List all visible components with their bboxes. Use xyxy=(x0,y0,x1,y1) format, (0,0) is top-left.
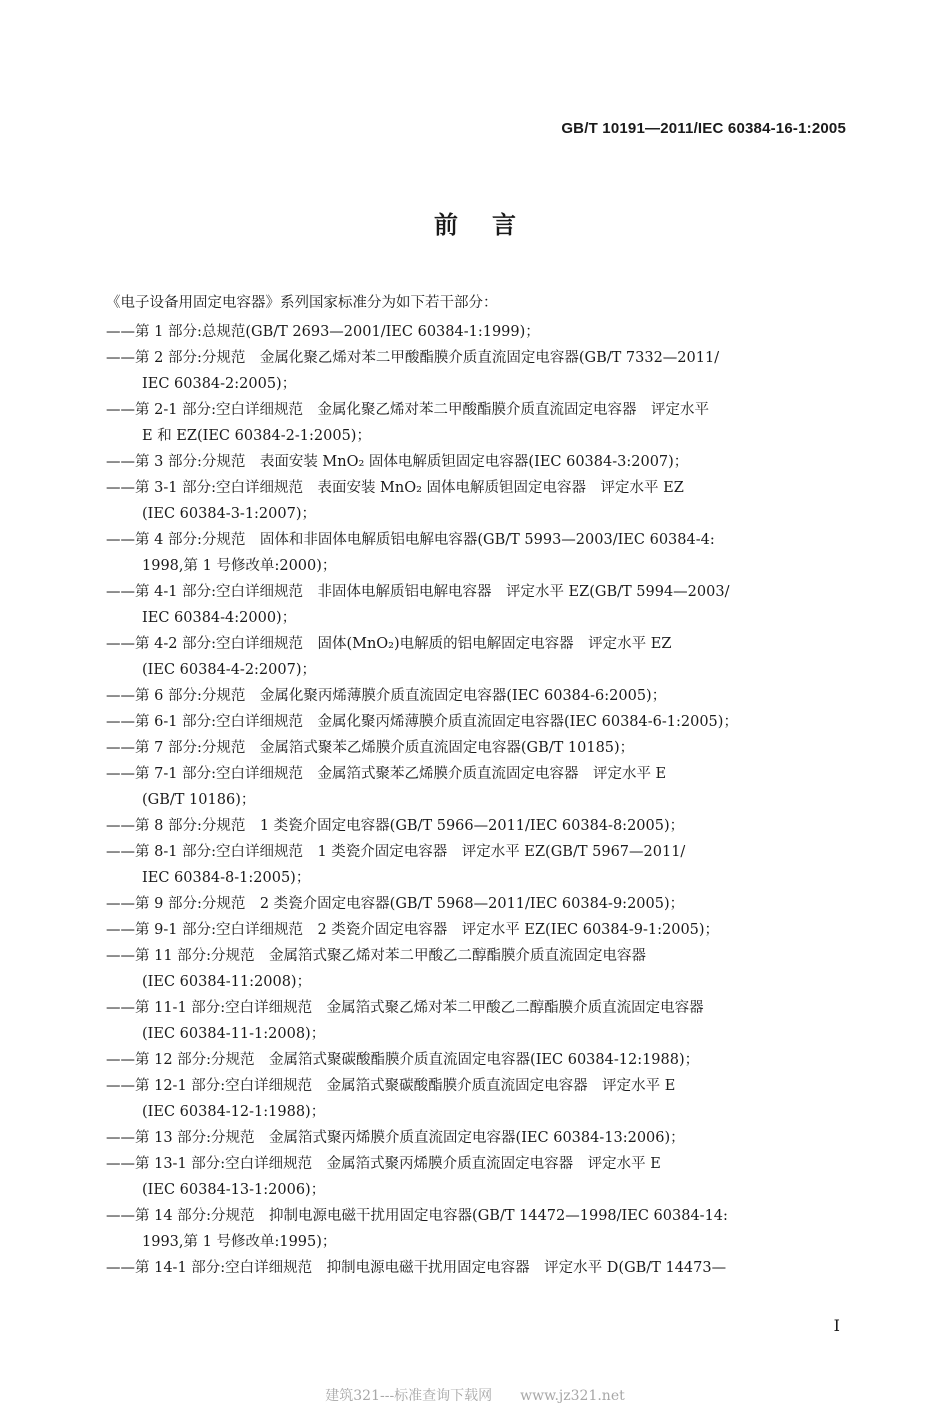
intro-paragraph: 《电子设备用固定电容器》系列国家标准分为如下若干部分： xyxy=(106,295,498,311)
page-number: I xyxy=(833,1316,840,1335)
list-item-line: ——第 7-1 部分:空白详细规范 金属箔式聚苯乙烯膜介质直流固定电容器 评定水平 E xyxy=(106,766,667,782)
list-item xyxy=(106,449,848,475)
list-item xyxy=(106,397,848,449)
list-item-line: ——第 1 部分:总规范(GB/T 2693—2001/IEC 60384-1:1999)； xyxy=(106,324,540,340)
list-item xyxy=(106,1073,848,1125)
list-item-line: ——第 13 部分:分规范 金属箔式聚丙烯膜介质直流固定电容器(IEC 60384-13:2006)； xyxy=(106,1130,685,1146)
parts-list xyxy=(106,319,848,1281)
list-item-continuation: (IEC 60384-11-1:2008)； xyxy=(142,1026,326,1042)
list-item-line: ——第 13-1 部分:空白详细规范 金属箔式聚丙烯膜介质直流固定电容器 评定水平 E xyxy=(106,1156,661,1172)
list-item xyxy=(106,475,848,527)
list-item-continuation: E 和 EZ(IEC 60384-2-1:2005)； xyxy=(142,428,371,444)
list-item xyxy=(106,1255,848,1281)
standard-code: GB/T 10191—2011/IEC 60384-16-1:2005 xyxy=(561,120,846,137)
list-item-line: ——第 2-1 部分:空白详细规范 金属化聚乙烯对苯二甲酸酯膜介质直流固定电容器 评定水平 xyxy=(106,402,709,418)
list-item xyxy=(106,891,848,917)
list-item-line: ——第 2 部分:分规范 金属化聚乙烯对苯二甲酸酯膜介质直流固定电容器(GB/T 7332—2011/ xyxy=(106,350,720,366)
list-item-continuation: 1993,第 1 号修改单:1995)； xyxy=(142,1234,337,1250)
list-item-line: ——第 6-1 部分:空白详细规范 金属化聚丙烯薄膜介质直流固定电容器(IEC 60384-6-1:2005)； xyxy=(106,714,738,730)
list-item-line: ——第 3-1 部分:空白详细规范 表面安装 MnO₂ 固体电解质钽固定电容器 评定水平 EZ xyxy=(106,480,684,496)
list-item-line: ——第 4 部分:分规范 固体和非固体电解质铝电解电容器(GB/T 5993—2003/IEC 60384-4: xyxy=(106,532,715,548)
list-item-continuation: (IEC 60384-3-1:2007)； xyxy=(142,506,316,522)
page-title: 前言 xyxy=(434,210,550,239)
list-item xyxy=(106,1047,848,1073)
list-item-line: ——第 9-1 部分:空白详细规范 2 类瓷介固定电容器 评定水平 EZ(IEC 60384-9-1:2005)； xyxy=(106,922,720,938)
list-item-line: ——第 6 部分:分规范 金属化聚丙烯薄膜介质直流固定电容器(IEC 60384-6:2005)； xyxy=(106,688,667,704)
list-item xyxy=(106,319,848,345)
list-item-continuation: IEC 60384-8-1:2005)； xyxy=(142,870,311,886)
list-item-continuation: (IEC 60384-13-1:2006)； xyxy=(142,1182,326,1198)
list-item-continuation: (IEC 60384-12-1:1988)； xyxy=(142,1104,326,1120)
list-item xyxy=(106,709,848,735)
list-item xyxy=(106,995,848,1047)
list-item-line: ——第 4-1 部分:空白详细规范 非固体电解质铝电解电容器 评定水平 EZ(GB/T 5994—2003/ xyxy=(106,584,730,600)
list-item-line: ——第 8 部分:分规范 1 类瓷介固定电容器(GB/T 5966—2011/IEC 60384-8:2005)； xyxy=(106,818,685,834)
list-item-continuation: IEC 60384-2:2005)； xyxy=(142,376,297,392)
list-item xyxy=(106,917,848,943)
list-item-line: ——第 11 部分:分规范 金属箔式聚乙烯对苯二甲酸乙二醇酯膜介质直流固定电容器 xyxy=(106,948,647,964)
list-item xyxy=(106,735,848,761)
list-item-continuation: IEC 60384-4:2000)； xyxy=(142,610,297,626)
list-item-line: ——第 3 部分:分规范 表面安装 MnO₂ 固体电解质钽固定电容器(IEC 60384-3:2007)； xyxy=(106,454,689,470)
list-item-line: ——第 14-1 部分:空白详细规范 抑制电源电磁干扰用固定电容器 评定水平 D(GB/T 14473— xyxy=(106,1260,727,1276)
list-item xyxy=(106,943,848,995)
document-body xyxy=(106,293,848,1281)
list-item-line: ——第 8-1 部分:空白详细规范 1 类瓷介固定电容器 评定水平 EZ(GB/T 5967—2011/ xyxy=(106,844,686,860)
list-item xyxy=(106,527,848,579)
list-item-continuation: (IEC 60384-11:2008)； xyxy=(142,974,312,990)
list-item-continuation: 1998,第 1 号修改单:2000)； xyxy=(142,558,337,574)
list-item xyxy=(106,1151,848,1203)
list-item xyxy=(106,631,848,683)
list-item xyxy=(106,813,848,839)
list-item-line: ——第 7 部分:分规范 金属箔式聚苯乙烯膜介质直流固定电容器(GB/T 10185)； xyxy=(106,740,635,756)
list-item-continuation: (GB/T 10186)； xyxy=(142,792,256,808)
list-item xyxy=(106,1203,848,1255)
list-item-line: ——第 11-1 部分:空白详细规范 金属箔式聚乙烯对苯二甲酸乙二醇酯膜介质直流固定电容器 xyxy=(106,1000,704,1016)
list-item xyxy=(106,761,848,813)
watermark: 建筑321---标准查询下载网 www.jz321.net xyxy=(325,1388,625,1404)
list-item-line: ——第 9 部分:分规范 2 类瓷介固定电容器(GB/T 5968—2011/IEC 60384-9:2005)； xyxy=(106,896,685,912)
list-item xyxy=(106,345,848,397)
list-item-line: ——第 14 部分:分规范 抑制电源电磁干扰用固定电容器(GB/T 14472—1998/IEC 60384-14: xyxy=(106,1208,728,1224)
list-item-line: ——第 12 部分:分规范 金属箔式聚碳酸酯膜介质直流固定电容器(IEC 60384-12:1988)； xyxy=(106,1052,700,1068)
list-item-line: ——第 4-2 部分:空白详细规范 固体(MnO₂)电解质的铝电解固定电容器 评定水平 EZ xyxy=(106,636,672,652)
list-item xyxy=(106,839,848,891)
list-item xyxy=(106,1125,848,1151)
list-item xyxy=(106,579,848,631)
list-item-line: ——第 12-1 部分:空白详细规范 金属箔式聚碳酸酯膜介质直流固定电容器 评定水平 E xyxy=(106,1078,676,1094)
list-item-continuation: (IEC 60384-4-2:2007)； xyxy=(142,662,316,678)
list-item xyxy=(106,683,848,709)
